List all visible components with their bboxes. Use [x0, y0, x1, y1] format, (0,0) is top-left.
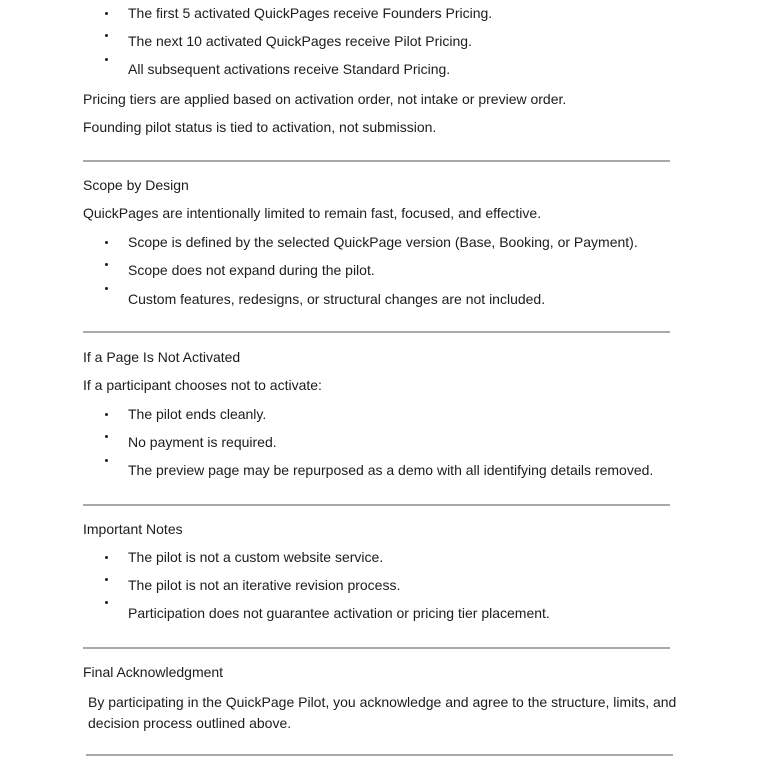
bullet-dot	[105, 58, 108, 61]
acknowledgment-heading: Final Acknowledgment	[83, 664, 224, 680]
bullet-dot	[105, 601, 108, 604]
bullet-dot	[105, 556, 108, 559]
section-divider	[86, 754, 673, 756]
bullet-dot	[105, 287, 108, 290]
pricing-bullet-2: The next 10 activated QuickPages receive Pilot Pricing.	[128, 33, 472, 49]
bullet-dot	[105, 578, 108, 581]
acknowledgment-paragraph: By participating in the QuickPage Pilot, you acknowledge and agree to the structure, limits, and decision process outlined above.	[88, 694, 677, 731]
bullet-dot	[105, 413, 108, 416]
bullet-dot	[105, 459, 108, 462]
scope-bullet-1: Scope is defined by the selected QuickPage version (Base, Booking, or Payment).	[128, 234, 638, 250]
pricing-bullet-1: The first 5 activated QuickPages receive Founders Pricing.	[128, 5, 493, 21]
not-activated-intro: If a participant chooses not to activate:	[83, 377, 322, 393]
bullet-dot	[105, 12, 108, 15]
notes-heading: Important Notes	[83, 521, 183, 537]
section-divider	[83, 647, 670, 649]
bullet-dot	[105, 263, 108, 266]
scope-bullet-3: Custom features, redesigns, or structural changes are not included.	[128, 291, 546, 307]
not-activated-bullet-3: The preview page may be repurposed as a demo with all identifying details removed.	[128, 462, 654, 478]
not-activated-heading: If a Page Is Not Activated	[83, 349, 241, 365]
not-activated-bullet-1: The pilot ends cleanly.	[128, 406, 267, 422]
section-divider	[83, 160, 670, 162]
pricing-note-1: Pricing tiers are applied based on activation order, not intake or preview order.	[83, 91, 567, 107]
notes-bullet-3: Participation does not guarantee activation or pricing tier placement.	[128, 605, 550, 621]
section-divider	[83, 504, 670, 506]
bullet-dot	[105, 241, 108, 244]
notes-bullet-1: The pilot is not a custom website service.	[128, 549, 384, 565]
pricing-note-2: Founding pilot status is tied to activation, not submission.	[83, 119, 437, 135]
scope-intro: QuickPages are intentionally limited to remain fast, focused, and effective.	[83, 205, 542, 221]
section-divider	[83, 331, 670, 333]
scope-bullet-2: Scope does not expand during the pilot.	[128, 262, 375, 278]
not-activated-bullet-2: No payment is required.	[128, 434, 277, 450]
pricing-bullet-3: All subsequent activations receive Standard Pricing.	[128, 61, 451, 77]
notes-bullet-2: The pilot is not an iterative revision process.	[128, 577, 401, 593]
bullet-dot	[105, 34, 108, 37]
scope-heading: Scope by Design	[83, 177, 189, 193]
bullet-dot	[105, 435, 108, 438]
